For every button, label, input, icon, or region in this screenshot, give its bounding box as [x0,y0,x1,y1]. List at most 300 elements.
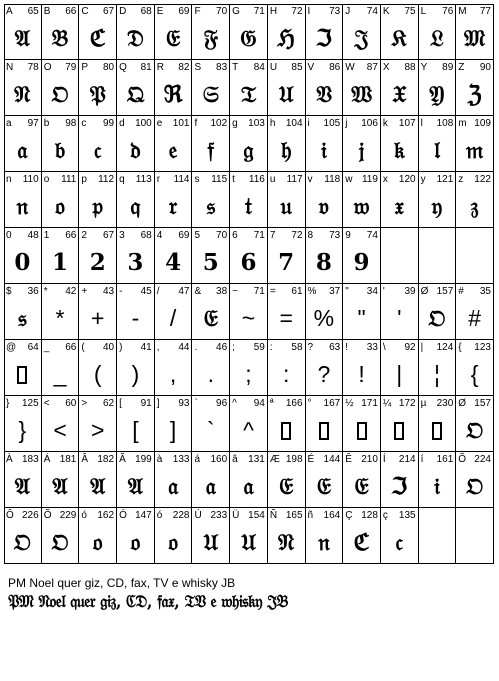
glyph-cell [117,172,155,228]
cell-glyph: _ [53,361,67,387]
cell-code: 224 [474,454,491,465]
glyph-cell [268,60,306,116]
cell-glyph: 𝔟 [54,137,66,164]
cell-glyph: 𝔒 [51,81,69,108]
cell-char: M [458,6,467,17]
glyph-cell [306,284,344,340]
glyph-cell [419,228,457,284]
cell-char: Ú [194,510,202,521]
cell-glyph: = [279,305,293,331]
cell-code: 214 [398,454,416,465]
cell-char: L [420,6,427,17]
glyph-cell [419,4,457,60]
character-map-grid [4,4,494,564]
missing-glyph-box [394,422,404,440]
cell-glyph: : [282,361,290,387]
cell-code: 89 [442,62,454,73]
glyph-cell [381,284,419,340]
cell-char: / [156,286,160,297]
cell-code: 107 [398,118,416,129]
cell-char: K [382,6,390,17]
cell-glyph: 𝔎 [391,25,407,52]
glyph-cell [79,284,117,340]
glyph-cell [381,508,419,564]
glyph-cell [419,340,457,396]
glyph-cell [419,172,457,228]
cell-glyph: 4 [165,249,182,276]
cell-glyph: - [131,305,140,331]
cell-glyph: / [169,305,177,331]
cell-char: < [43,398,50,409]
cell-glyph: 𝔞 [168,473,179,500]
glyph-cell [456,508,494,564]
cell-code: 147 [135,510,152,521]
cell-glyph: 𝔒 [466,417,484,444]
cell-glyph: 𝔉 [203,25,219,52]
cell-code: 135 [398,510,416,521]
cell-code: 165 [285,510,303,521]
cell-glyph: 𝔗 [240,81,257,108]
cell-char: ½ [345,398,354,409]
cell-char: u [269,174,276,185]
cell-char: 1 [43,230,50,241]
cell-char: c [81,118,87,129]
missing-glyph-box [17,366,27,384]
cell-glyph: ¦ [433,361,440,387]
cell-glyph [456,522,493,563]
cell-glyph: ! [358,361,365,387]
cell-glyph: < [53,417,67,443]
glyph-cell [42,284,80,340]
cell-code: 72 [291,230,303,241]
cell-char: ( [81,342,85,353]
cell-glyph: 𝔞 [17,137,28,164]
glyph-cell [117,4,155,60]
cell-char: i [307,118,310,129]
cell-code: 210 [361,454,378,465]
glyph-cell [268,396,306,452]
glyph-cell [192,396,230,452]
cell-char: Ø [458,398,467,409]
cell-code: 78 [27,62,39,73]
cell-char: À [6,454,13,465]
cell-glyph: 𝔢 [168,137,178,164]
cell-char: * [43,286,48,297]
cell-glyph [381,410,418,451]
cell-code: 47 [178,286,190,297]
cell-code: 92 [404,342,416,353]
cell-char: " [345,286,349,297]
cell-char: O [43,62,52,73]
cell-code: 80 [102,62,115,73]
cell-char: t [232,174,235,185]
glyph-cell [381,116,419,172]
cell-code: 68 [140,6,152,17]
cell-glyph: ( [93,361,102,387]
glyph-cell [192,228,230,284]
glyph-cell [419,396,457,452]
cell-code: 182 [97,454,115,465]
cell-char: & [194,286,202,297]
cell-char: X [382,62,390,73]
cell-code: 73 [329,230,341,241]
glyph-cell [155,60,193,116]
cell-code: 87 [366,62,378,73]
cell-glyph: { [470,361,479,387]
cell-code: 70 [216,6,228,17]
cell-char: S [194,62,202,73]
cell-char: > [81,398,88,409]
cell-code: 84 [253,62,265,73]
glyph-cell [381,228,419,284]
glyph-cell [117,60,155,116]
cell-char: á [194,454,201,465]
cell-char: É [307,454,315,465]
cell-char: - [119,286,123,297]
cell-glyph: ^ [243,417,254,443]
cell-glyph: 𝔈 [166,25,181,52]
glyph-cell [42,396,80,452]
cell-code: 38 [216,286,228,297]
glyph-cell [192,172,230,228]
cell-glyph: 1 [52,249,69,276]
cell-code: 48 [27,230,39,241]
cell-glyph [419,242,456,283]
cell-glyph: 0 [14,249,31,276]
missing-glyph-box [432,422,442,440]
cell-code: 144 [323,454,341,465]
glyph-cell [456,228,494,284]
cell-char: j [345,118,348,129]
cell-code: 157 [436,286,454,297]
glyph-cell [192,284,230,340]
cell-glyph: 6 [240,249,257,276]
glyph-cell [117,396,155,452]
glyph-cell [343,340,381,396]
glyph-cell [4,60,42,116]
cell-glyph: ~ [241,305,256,331]
cell-char: G [232,6,240,17]
cell-char: V [307,62,315,73]
cell-glyph: 𝔄 [90,473,106,500]
cell-char: 9 [345,230,351,241]
cell-glyph: 𝔊 [240,25,257,52]
cell-char: ] [156,398,160,409]
glyph-cell [268,340,306,396]
cell-code: 43 [102,286,115,297]
cell-code: 83 [216,62,228,73]
cell-code: 125 [22,398,39,409]
cell-code: 59 [253,342,265,353]
cell-char: l [420,118,423,129]
cell-code: 74 [366,6,378,17]
cell-char: e [156,118,163,129]
glyph-cell [268,116,306,172]
cell-char: 3 [119,230,125,241]
cell-char: Q [119,62,127,73]
cell-char: Z [458,62,465,73]
cell-glyph: ℑ [315,25,332,52]
cell-glyph: 𝔣 [207,137,215,164]
cell-char: , [156,342,160,353]
cell-glyph [381,242,418,283]
glyph-cell [117,228,155,284]
cell-char: B [43,6,51,17]
cell-char: à [156,454,163,465]
cell-glyph: ℌ [277,25,295,52]
cell-code: 67 [102,6,115,17]
cell-code: 71 [253,286,265,297]
cell-code: 81 [140,62,152,73]
cell-glyph: 𝔜 [429,81,445,108]
cell-char: Y [420,62,428,73]
cell-glyph: 𝔄 [52,473,68,500]
cell-glyph: 𝔲 [280,193,292,220]
glyph-cell [306,228,344,284]
cell-glyph: 𝔄 [127,473,144,500]
cell-code: 109 [474,118,491,129]
cell-glyph: 𝔈 [316,473,331,500]
cell-char: } [6,398,10,409]
cell-code: 98 [65,118,77,129]
cell-code: 164 [323,510,341,521]
cell-glyph: 𝔠 [94,137,102,164]
cell-char: 6 [232,230,238,241]
cell-char: p [81,174,87,185]
cell-char: D [119,6,127,17]
glyph-cell [343,228,381,284]
cell-code: 97 [27,118,39,129]
cell-code: 102 [210,118,228,129]
cell-glyph: 𝔦 [434,473,440,500]
glyph-cell [306,172,344,228]
cell-code: 160 [210,454,228,465]
cell-char: ª [269,398,274,409]
cell-glyph: 𝔒 [428,305,446,332]
cell-code: 111 [61,174,77,185]
cell-glyph: 𝔙 [315,81,332,108]
glyph-cell [4,396,42,452]
cell-glyph: ℭ [89,25,106,52]
glyph-cell [268,452,306,508]
cell-glyph: 𝔶 [431,193,443,220]
cell-char: 8 [307,230,314,241]
glyph-cell [79,452,117,508]
cell-glyph: ] [169,417,177,443]
cell-char: _ [43,342,50,353]
cell-code: 161 [436,454,454,465]
cell-char: 4 [156,230,163,241]
cell-glyph: . [207,361,214,387]
cell-code: 90 [479,62,491,73]
glyph-cell [306,60,344,116]
cell-char: % [307,286,317,297]
cell-glyph: ℨ [467,81,482,108]
cell-char: Ñ [269,510,278,521]
cell-glyph: 𝔱 [244,193,253,220]
glyph-cell [419,60,457,116]
cell-code: 115 [211,174,228,185]
glyph-cell [306,508,344,564]
glyph-cell [117,340,155,396]
cell-glyph: 𝔬 [55,193,65,220]
cell-code: 118 [324,174,341,185]
cell-code: 131 [248,454,265,465]
cell-char: Ã [119,454,126,465]
cell-glyph: 𝔄 [14,473,30,500]
cell-code: 91 [140,398,152,409]
cell-char: ç [382,510,388,521]
cell-code: 40 [102,342,115,353]
glyph-cell [306,4,344,60]
cell-code: 183 [22,454,39,465]
glyph-cell [155,172,193,228]
cell-char: . [194,342,198,353]
cell-glyph: 𝔬 [92,529,103,556]
cell-code: 166 [285,398,303,409]
cell-code: 70 [216,230,228,241]
glyph-cell [419,284,457,340]
glyph-cell [343,4,381,60]
cell-glyph: 5 [202,249,219,276]
glyph-cell [192,60,230,116]
glyph-cell [42,172,80,228]
glyph-cell [268,508,306,564]
cell-glyph: 𝔥 [280,137,292,164]
cell-char: ? [307,342,314,353]
cell-glyph: [ [132,417,139,443]
glyph-cell [117,284,155,340]
cell-code: 110 [22,174,39,185]
cell-char: Ô [6,510,14,521]
cell-glyph: 𝔘 [241,529,256,556]
cell-char: W [345,62,355,73]
cell-char: = [269,286,276,297]
cell-char: U [269,62,278,73]
glyph-cell [155,340,193,396]
cell-char: Õ [43,510,52,521]
cell-code: 103 [248,118,265,129]
cell-code: 199 [135,454,152,465]
glyph-cell [230,60,268,116]
cell-char: ) [119,342,123,353]
glyph-cell [230,172,268,228]
glyph-cell [192,340,230,396]
glyph-cell [42,508,80,564]
glyph-cell [456,396,494,452]
glyph-cell [343,284,381,340]
glyph-cell [456,172,494,228]
cell-char: ; [232,342,235,353]
cell-char: 7 [269,230,276,241]
cell-char: A [6,6,13,17]
cell-code: 61 [291,286,303,297]
cell-code: 108 [436,118,454,129]
cell-glyph: 𝔳 [318,193,329,220]
glyph-cell [381,4,419,60]
cell-glyph: 𝔩 [434,137,440,164]
cell-code: 39 [404,286,416,297]
cell-char: k [382,118,388,129]
cell-glyph: ℑ [391,473,408,500]
glyph-cell [42,452,80,508]
cell-glyph: 𝔚 [351,81,373,108]
glyph-cell [419,116,457,172]
cell-glyph: 𝔠 [395,529,403,556]
cell-glyph: 𝔪 [465,137,484,164]
cell-glyph: 𝔭 [92,193,103,220]
cell-char: F [194,6,201,17]
cell-code: 172 [398,398,416,409]
cell-glyph: } [18,417,27,443]
glyph-cell [4,4,42,60]
cell-glyph: 𝔰 [206,193,216,220]
cell-glyph [268,410,305,451]
glyph-cell [79,228,117,284]
glyph-cell [456,60,494,116]
glyph-cell [381,340,419,396]
cell-glyph: ) [131,361,140,387]
cell-char: ¼ [382,398,392,409]
cell-code: 167 [323,398,341,409]
cell-code: 58 [291,342,303,353]
cell-code: 228 [172,510,190,521]
cell-glyph: 𝔞 [205,473,216,500]
cell-char: J [345,6,351,17]
glyph-cell [42,340,80,396]
cell-code: 116 [248,174,265,185]
cell-char: h [269,118,276,129]
cell-glyph: " [357,305,366,331]
cell-code: 113 [135,174,152,185]
cell-char: s [194,174,200,185]
cell-glyph: 𝔓 [89,81,106,108]
glyph-cell [268,228,306,284]
cell-char: ` [194,398,198,409]
glyph-cell [42,4,80,60]
cell-glyph [419,522,456,563]
cell-char: { [458,342,462,353]
cell-glyph [343,410,380,451]
glyph-cell [117,508,155,564]
cell-code: 233 [210,510,228,521]
glyph-cell [79,340,117,396]
glyph-cell [343,508,381,564]
glyph-cell [456,340,494,396]
cell-char: E [156,6,164,17]
cell-char: d [119,118,125,129]
cell-char: 5 [194,230,201,241]
glyph-cell [230,340,268,396]
glyph-cell [4,284,42,340]
cell-glyph: 𝔏 [430,25,444,52]
cell-glyph: 𝔇 [126,25,144,52]
cell-code: 162 [97,510,115,521]
cell-char: r [156,174,161,185]
cell-code: 123 [474,342,491,353]
cell-code: 121 [436,174,454,185]
glyph-cell [4,340,42,396]
glyph-cell [192,116,230,172]
cell-code: 66 [65,230,77,241]
cell-glyph: 𝔔 [126,81,144,108]
cell-code: 68 [140,230,152,241]
cell-char: ó [156,510,163,521]
cell-code: 229 [59,510,77,521]
glyph-cell [306,116,344,172]
cell-glyph: 𝔒 [51,529,69,556]
cell-char: Ó [119,510,127,521]
